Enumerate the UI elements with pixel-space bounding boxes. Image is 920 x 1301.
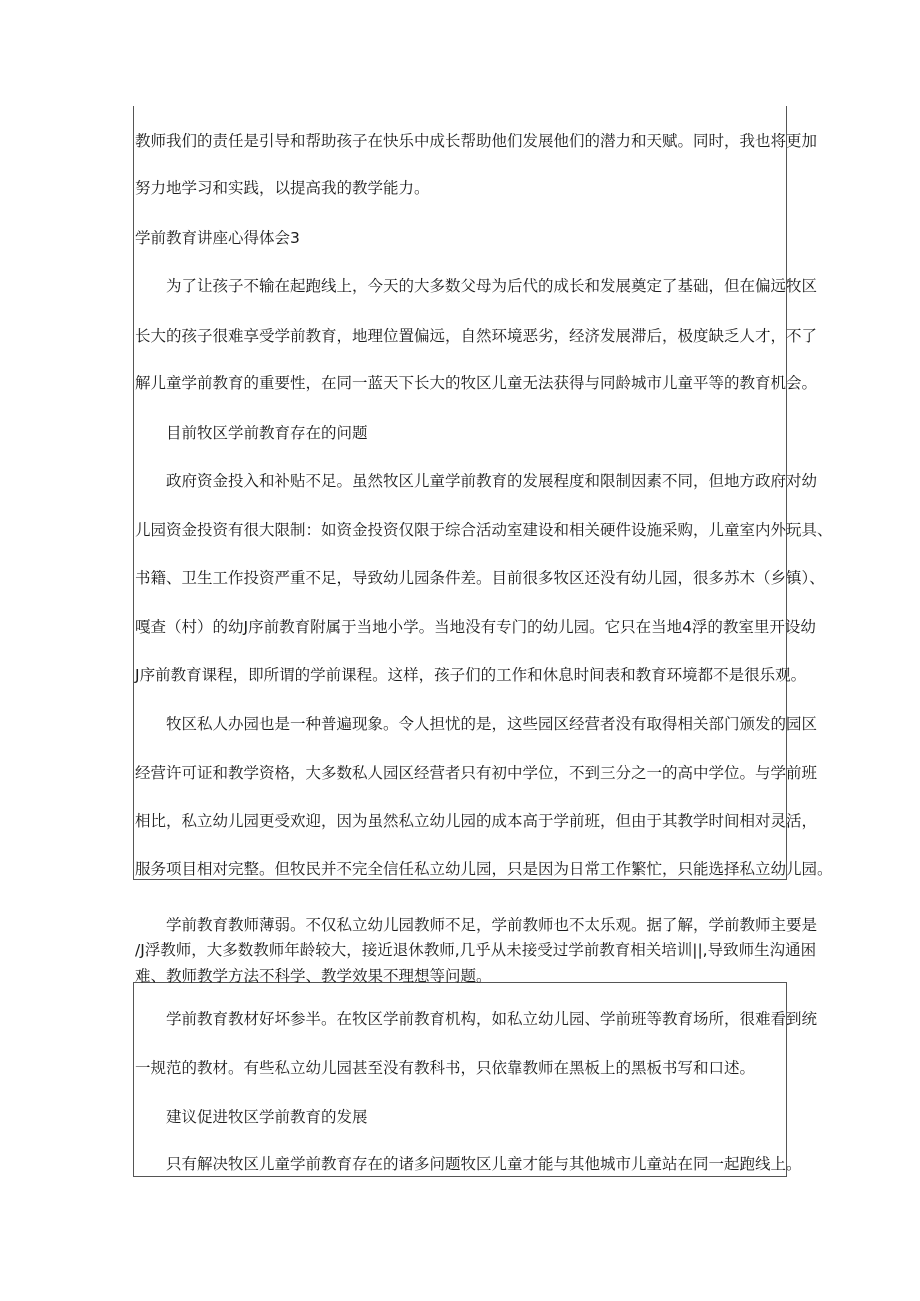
paragraph-line: 只有解决牧区儿童学前教育存在的诸多问题牧区儿童才能与其他城市儿童站在同一起跑线上。 (166, 1155, 802, 1173)
paragraph-line: 长大的孩子很难享受学前教育，地理位置偏远，自然环境恶劣，经济发展滞后，极度缺乏人才，不了 (135, 327, 818, 345)
section-heading: 学前教育讲座心得体会3 (135, 229, 300, 247)
paragraph-line: 一规范的教材。有些私立幼儿园甚至没有教科书，只依靠教师在黑板上的黑板书写和口述。 (135, 1059, 756, 1077)
paragraph-line: 难、教师教学方法不科学、教学效果不理想等问题。 (135, 967, 492, 985)
paragraph-line: 相比，私立幼儿园更受欢迎，因为虽然私立幼儿园的成本高于学前班，但由于其教学时间相对灵活， (135, 812, 818, 830)
paragraph-line: 为了让孩子不输在起跑线上，今天的大多数父母为后代的成长和发展奠定了基础，但在偏远牧区 (166, 277, 818, 295)
paragraph-line: 服务项目相对完整。但牧民并不完全信任私立幼儿园，只是因为日常工作繁忙，只能选择私立幼儿园。 (135, 860, 833, 878)
paragraph-line: 解儿童学前教育的重要性，在同一蓝天下长大的牧区儿童无法获得与同龄城市儿童平等的教育机会。 (135, 374, 818, 392)
paragraph-line: J序前教育课程，即所谓的学前课程。这样，孩子们的工作和休息时间表和教育环境都不是很乐观。 (135, 666, 807, 684)
subheading: 建议促进牧区学前教育的发展 (166, 1108, 368, 1126)
paragraph-line: 经营许可证和教学资格，大多数私人园区经营者只有初中学位，不到三分之一的高中学位。与学前班 (135, 764, 818, 782)
paragraph-line: 嘎查（村）的幼J序前教育附属于当地小学。当地没有专门的幼儿园。它只在当地4浮的教室里开设幼 (135, 618, 816, 636)
paragraph-line: 儿园资金投资有很大限制：如资金投资仅限于综合活动室建设和相关硬件设施采购，儿童室内外玩具、 (135, 521, 833, 539)
paragraph-line: 教师我们的责任是引导和帮助孩子在快乐中成长帮助他们发展他们的潜力和天赋。同时，我也将更加 (135, 132, 818, 150)
paragraph-line: 努力地学习和实践，以提高我的教学能力。 (135, 179, 430, 197)
paragraph-line: 学前教育教材好坏参半。在牧区学前教育机构，如私立幼儿园、学前班等教育场所，很难看到统 (166, 1010, 818, 1028)
subheading: 目前牧区学前教育存在的问题 (166, 424, 368, 442)
paragraph-line: /J浮教师，大多数教师年龄较大，接近退休教师,几乎从未接受过学前教育相关培训||,导致师生沟通困 (135, 941, 817, 959)
paragraph-line: 政府资金投入和补贴不足。虽然牧区儿童学前教育的发展程度和限制因素不同，但地方政府对幼 (166, 472, 818, 490)
paragraph-line: 书籍、卫生工作投资严重不足，导致幼儿园条件差。目前很多牧区还没有幼儿园，很多苏木（乡镇）、 (135, 569, 825, 587)
paragraph-line: 牧区私人办园也是一种普遍现象。令人担忧的是，这些园区经营者没有取得相关部门颁发的园区 (166, 715, 818, 733)
paragraph-line: 学前教育教师薄弱。不仅私立幼儿园教师不足，学前教师也不太乐观。据了解，学前教师主要是 (166, 916, 818, 934)
